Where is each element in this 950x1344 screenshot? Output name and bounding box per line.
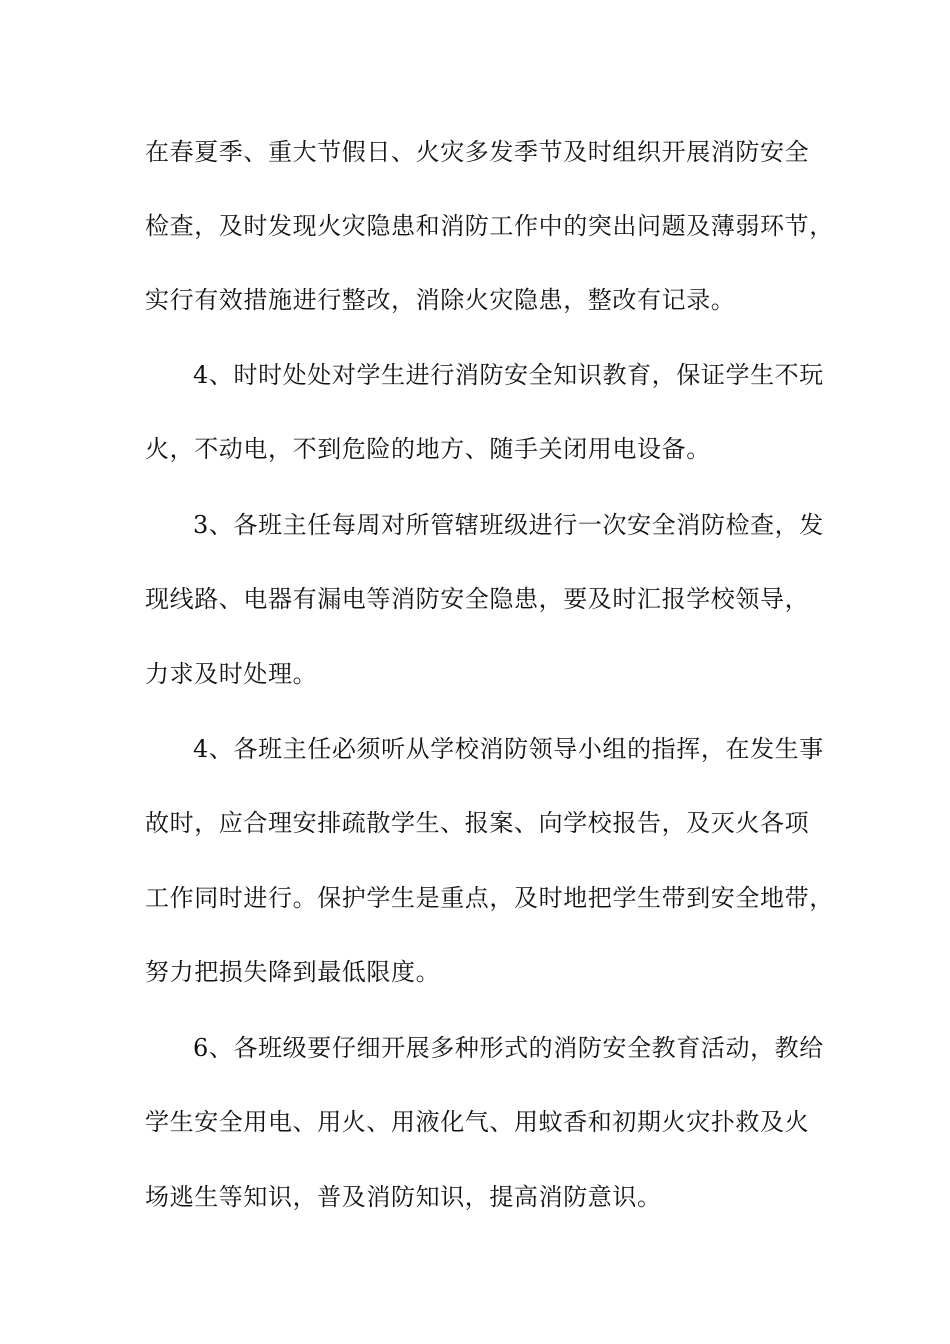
paragraph-line: 检查，及时发现火灾隐患和消防工作中的突出问题及薄弱环节， bbox=[145, 212, 834, 240]
paragraph-line: 4、各班主任必须听从学校消防领导小组的指挥，在发生事 bbox=[193, 735, 824, 763]
paragraph-line: 场逃生等知识，普及消防知识，提高消防意识。 bbox=[145, 1183, 662, 1211]
paragraph-line: 4、时时处处对学生进行消防安全知识教育，保证学生不玩 bbox=[193, 361, 824, 389]
paragraph-line: 实行有效措施进行整改，消除火灾隐患，整改有记录。 bbox=[145, 286, 736, 314]
paragraph-line: 力求及时处理。 bbox=[145, 660, 318, 688]
paragraph-line: 在春夏季、重大节假日、火灾多发季节及时组织开展消防安全 bbox=[145, 138, 810, 166]
paragraph-line: 现线路、电器有漏电等消防安全隐患，要及时汇报学校领导， bbox=[145, 585, 810, 613]
paragraph-line: 6、各班级要仔细开展多种形式的消防安全教育活动，教给 bbox=[193, 1034, 824, 1062]
paragraph-line: 故时，应合理安排疏散学生、报案、向学校报告，及灭火各项 bbox=[145, 809, 810, 837]
paragraph-line: 3、各班主任每周对所管辖班级进行一次安全消防检查，发 bbox=[193, 511, 824, 539]
paragraph-line: 工作同时进行。保护学生是重点，及时地把学生带到安全地带， bbox=[145, 884, 834, 912]
paragraph-line: 火，不动电，不到危险的地方、随手关闭用电设备。 bbox=[145, 435, 711, 463]
paragraph-line: 学生安全用电、用火、用液化气、用蚊香和初期火灾扑救及火 bbox=[145, 1108, 810, 1136]
paragraph-line: 努力把损失降到最低限度。 bbox=[145, 958, 441, 986]
